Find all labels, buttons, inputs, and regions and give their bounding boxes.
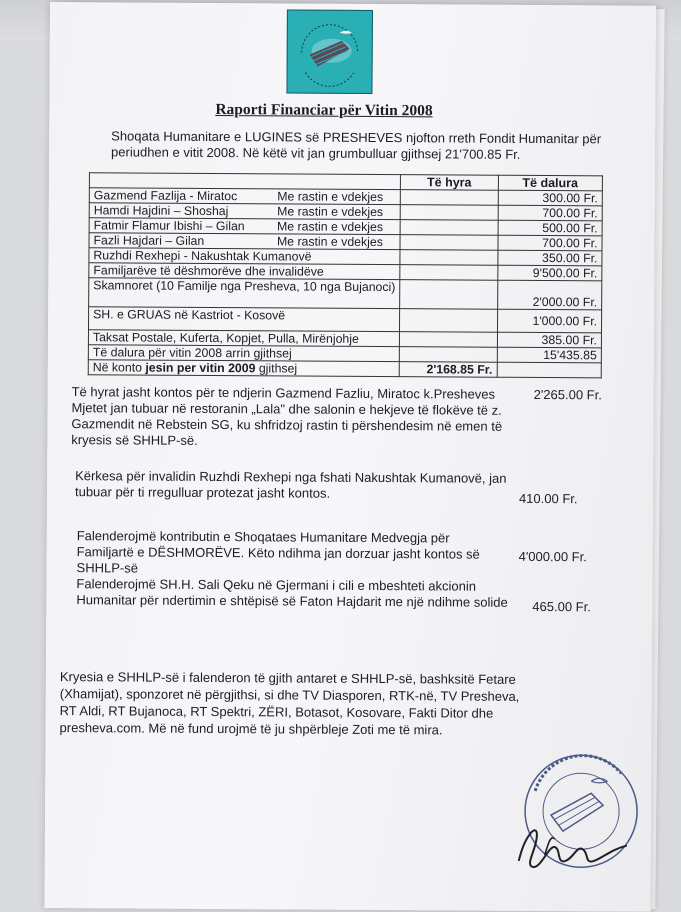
row-expense: 15'435.85 [497,347,602,363]
total-income: 2'168.85 Fr. [399,362,496,378]
signature-icon [515,805,635,876]
row-reason: Me rastin e vdekjes [277,219,384,235]
intro-text: Shoqata Humanitare e LUGINES së PRESHEVES njofton rreth Fondit Humanitar për periudhen e vitit 2008. Në këtë vit jan grumbulluar gjithsej 21'700.85 Fr. [111,128,602,162]
total-prefix: Në konto [92,360,146,375]
row-name: Gazmend Fazlija - Miratoc [93,188,238,204]
row-name: SH. e GRUAS në Kastriot - Kosovë [88,307,399,332]
table-row [89,278,602,310]
row-name: Fatmir Flamur Ibishi – Gilan [93,218,245,234]
row-reason: Me rastin e vdekjes [276,234,383,250]
row-income [400,250,497,266]
row-income [400,347,497,363]
paragraph-3: Falenderojmë kontributin e Shoqataes Humanitare Medvegja për Familjartë e DËSHMORËVE. Këto ndihma jan dorzuar jasht kontos së SHHLP-së [76,528,480,576]
page-title: Raporti Financiar për Vitin 2008 [215,101,433,120]
paragraph-4: Falenderojmë SH.H. Sali Qeku në Gjermani i cili e mbeshteti akcionin Humanitar për ndertimin e shtëpisë së Faton Hajdarit me një ndihme solide [76,576,508,610]
paragraph-2-amount: 410.00 Fr. [518,490,578,507]
row-name: Hamdi Hajdini – Shoshaj [93,203,229,219]
closing-text: Kryesia e SHHLP-së i falenderon të gjith antaret e SHHLP-së, bashksitë Fetare (Xhamijat), sponzoret në përgjithsi, si dhe TV Diasporen, RTK-në, TV Presheva, RT Aldi, RT Bujanoca, RT Spektri, ZËRI, Botasot, Kosovare, Fakti Ditor dhe presheva.com. Më në fund urojmë të ju shpërbleje Zoti me të mira. [59,669,520,738]
row-income [400,235,497,251]
row-reason: Me rastin e vdekjes [277,189,384,205]
row-expense: 9'500.00 Fr. [497,265,602,281]
row-name: Familjarëve të dëshmorëve dhe invalidëve [89,263,400,280]
row-name: Skamnoret (10 Familje nga Presheva, 10 nga Bujanoci) [89,278,400,309]
paragraph-3-amount: 4'000.00 Fr. [518,548,587,565]
row-income [400,220,497,236]
row-expense: 500.00 Fr. [498,220,603,236]
row-expense: 2'000.00 Fr. [497,280,602,310]
row-name: Fazli Hajdari – Gilan [93,233,205,248]
paragraph-2: Kërkesa për invalidin Ruzhdi Rexhepi nga fshati Nakushtak Kumanovë, jan tubuar për ti rregulluar protezat jasht kontos. [74,468,507,501]
row-income [400,332,497,348]
row-expense: 700.00 Fr. [498,235,603,251]
row-expense: 350.00 Fr. [497,250,602,266]
row-income [400,309,498,333]
paragraph-1-amount: 2'265.00 Fr. [533,386,602,403]
organization-logo-icon [286,9,373,94]
row-income [400,265,497,281]
col-header-expense: Të dalura [498,175,603,191]
row-name: Ruzhdi Rexhepi - Nakushtak Kumanovë [89,248,400,265]
row-income [400,205,497,221]
paragraph-1: Të hyrat jasht kontos për te ndjerin Gazmend Fazliu, Miratoc k.Presheves Mjetet jan tubuar në restoranin „Lala" dhe salonin e hekjeve të flokëve të z. Gazmendit në Rebstein SG, ku shfridzoj rastin ti përshendesim në emen të kryesis së SHHLP-së. [71,384,503,448]
row-name: Të dalura për vitin 2008 arrin gjithsej [88,345,399,362]
total-suffix: gjithsej [255,361,298,376]
table-total-row [88,360,601,378]
row-income [400,190,497,206]
total-bold: jesin per vitin 2009 [145,360,256,376]
document-page [44,2,656,912]
total-expense [497,362,602,378]
finance-table [88,172,603,378]
row-expense: 300.00 Fr. [498,190,603,206]
col-header-income: Të hyra [401,175,498,191]
row-reason: Me rastin e vdekjes [277,204,384,220]
row-income [400,280,498,310]
row-name: Taksat Postale, Kuferta, Kopjet, Pulla, Mirënjohje [88,330,399,347]
table-row [88,307,601,333]
row-expense: 385.00 Fr. [497,332,602,348]
row-expense: 1'000.00 Fr. [497,309,602,333]
row-expense: 700.00 Fr. [498,205,603,221]
paragraph-4-amount: 465.00 Fr. [532,598,591,615]
